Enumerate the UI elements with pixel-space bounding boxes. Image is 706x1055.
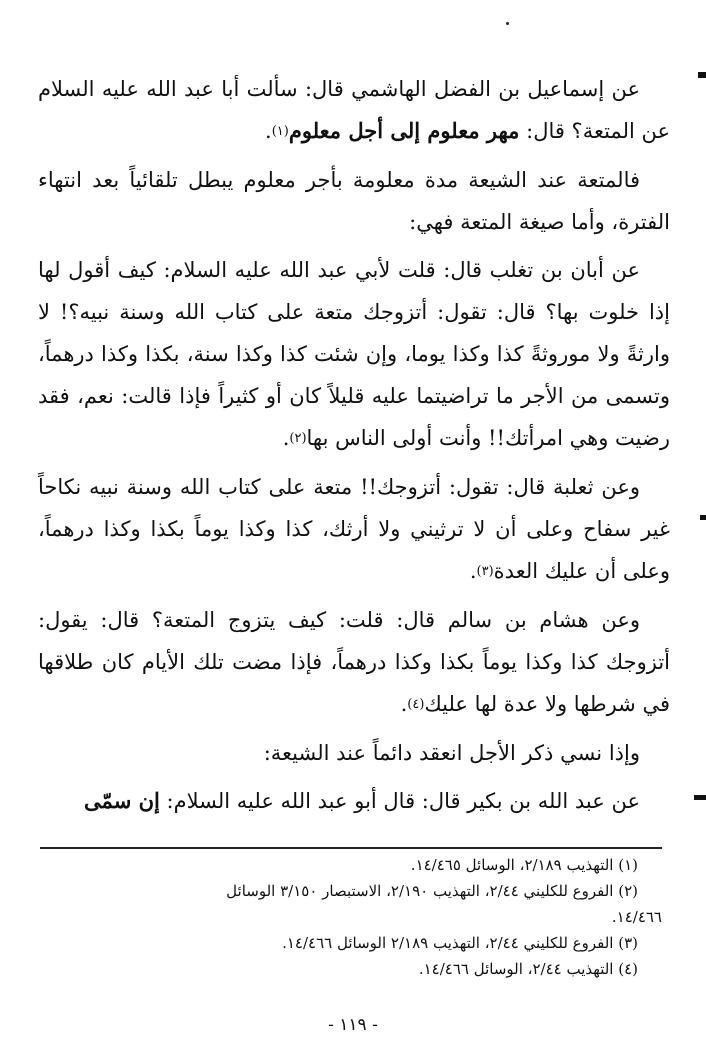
scan-speck	[506, 22, 509, 25]
paragraph	[38, 466, 670, 593]
main-text	[38, 68, 670, 822]
paragraph	[38, 249, 670, 460]
paragraph-tail: .	[265, 119, 272, 143]
paragraph-text: وإذا نسي ذكر الأجل انعقد دائماً عند الشيعة:	[263, 741, 640, 765]
paragraph	[38, 599, 670, 726]
paragraph-tail: .	[282, 426, 290, 450]
footnote: (٤) التهذيب ٢/٤٤، الوسائل ١٤/٤٦٦.	[418, 960, 638, 978]
footnote-ref: (٢)	[289, 431, 307, 446]
paragraph-text: وعن ثعلبة قال: تقول: أتزوجك!! متعة على كتاب الله وسنة نبيه نكاحاً غير سفاح وعلى أن لا ترثيني ولا أرثك، كذا وكذا يوماً بكذا وكذا درهماً، وعلى أن عليك العدة	[38, 475, 670, 583]
paragraph	[38, 68, 670, 153]
paragraph-text: عن أبان بن تغلب قال: قلت لأبي عبد الله عليه السلام: كيف أقول لها إذا خلوت بها؟ قال: تقول: أتزوجك متعة على كتاب الله وسنة نبيه؟! لا وارثةً ولا موروثةً كذا وكذا يوما، وإن شئت كذا وكذا سنة، بكذا وكذا درهماً، وتسمى من الأجر ما تراضيتما عليه قليلاً كان أو كثيراً فإذا قالت: نعم، فقد رضيت وهي امرأتك!! وأنت أولى الناس بها	[38, 258, 670, 450]
emphasis-text: مهر معلوم إلى أجل معلوم	[288, 118, 520, 143]
footnote: (٣) الفروع للكليني ٢/٤٤، التهذيب ٢/١٨٩ الوسائل ١٤/٤٦٦.	[282, 934, 638, 952]
footnote-ref: (١)	[271, 124, 289, 139]
binding-mark	[700, 515, 706, 520]
paragraph-tail: .	[400, 692, 408, 716]
paragraph-text: عن عبد الله بن بكير قال: قال أبو عبد الله عليه السلام:	[159, 789, 640, 813]
footnote-ref: (٣)	[476, 564, 494, 579]
page-number: - ١١٩ -	[328, 1015, 378, 1035]
footnotes	[40, 852, 662, 982]
paragraph	[38, 732, 670, 774]
paragraph	[38, 780, 670, 822]
paragraph-tail: .	[469, 559, 477, 583]
paragraph-text: وعن هشام بن سالم قال: قلت: كيف يتزوج المتعة؟ قال: يقول: أتزوجك كذا وكذا يوماً بكذا وكذا درهماً، فإذا مضت تلك الأيام كان طلاقها في شرطها ولا عدة لها عليك	[38, 608, 670, 716]
binding-mark	[694, 795, 706, 800]
paragraph-text: فالمتعة عند الشيعة مدة معلومة بأجر معلوم يبطل تلقائياً بعد انتهاء الفترة، وأما صيغة المتعة فهي:	[38, 168, 670, 234]
footnote: (١) التهذيب ٢/١٨٩، الوسائل ١٤/٤٦٥.	[410, 856, 638, 874]
paragraph-text: عن إسماعيل بن الفضل الهاشمي قال: سألت أبا عبد الله عليه السلام عن المتعة؟ قال:	[38, 77, 670, 143]
footnote-divider	[40, 847, 662, 849]
footnote-ref: (٤)	[407, 697, 425, 712]
footnote-continuation: ١٤/٤٦٦.	[611, 908, 662, 926]
footnote: (٢) الفروع للكليني ٢/٤٤، التهذيب ٢/١٩٠، الاستبصار ٣/١٥٠ الوسائل	[226, 882, 638, 900]
emphasis-text: إن سمّى	[84, 788, 160, 813]
binding-mark	[698, 72, 706, 78]
paragraph	[38, 159, 670, 243]
